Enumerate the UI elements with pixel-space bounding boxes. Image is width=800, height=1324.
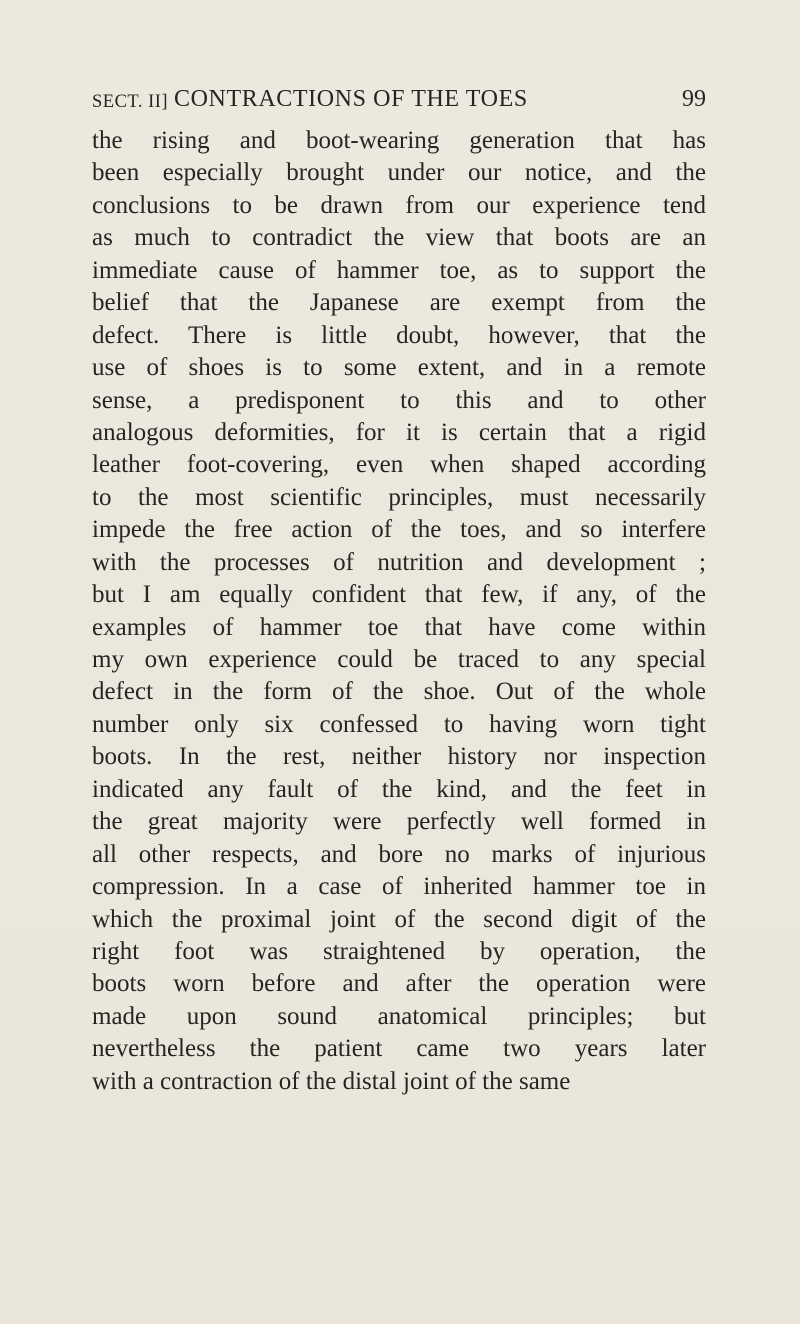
text-line: to the most scientific principles, must necessarily xyxy=(92,483,706,511)
text-line: analogous deformities, for it is certain that a rigid xyxy=(92,418,706,446)
text-line: made upon sound anatomical principles; but xyxy=(92,1002,706,1030)
text-line: been especially brought under our notice, and the xyxy=(92,159,706,187)
text-line: with a contraction of the distal joint of the same xyxy=(92,1067,571,1095)
text-line: as much to contradict the view that boots are an xyxy=(92,224,706,252)
text-line: with the processes of nutrition and development ; xyxy=(92,548,706,576)
text-line: the great majority were perfectly well formed in xyxy=(92,808,706,836)
chapter-title: CONTRACTIONS OF THE TOES xyxy=(174,86,528,112)
text-line: defect in the form of the shoe. Out of the whole xyxy=(92,678,706,706)
text-line: compression. In a case of inherited hammer toe in xyxy=(92,873,706,901)
text-line: defect. There is little doubt, however, that the xyxy=(92,321,706,349)
text-line: my own experience could be traced to any special xyxy=(92,646,706,673)
running-head xyxy=(92,86,706,118)
text-line: boots worn before and after the operation were xyxy=(92,970,706,998)
page-number: 99 xyxy=(682,86,706,112)
text-line: use of shoes is to some extent, and in a remote xyxy=(92,354,706,382)
text-line: indicated any fault of the kind, and the feet in xyxy=(92,775,706,803)
section-label: SECT. II] xyxy=(92,92,169,112)
text-line: leather foot-covering, even when shaped according xyxy=(92,451,706,479)
text-line: belief that the Japanese are exempt from the xyxy=(92,289,706,317)
text-line: the rising and boot-wearing generation that has xyxy=(92,127,706,154)
text-line: which the proximal joint of the second digit of the xyxy=(92,905,706,933)
text-line: boots. In the rest, neither history nor inspection xyxy=(92,743,706,771)
text-line: number only six confessed to having worn tight xyxy=(92,710,706,738)
text-line: all other respects, and bore no marks of injurious xyxy=(92,840,706,868)
text-line: conclusions to be drawn from our experience tend xyxy=(92,191,706,219)
text-line: immediate cause of hammer toe, as to support the xyxy=(92,256,706,284)
text-line: sense, a predisponent to this and to other xyxy=(92,386,706,414)
body-text xyxy=(92,125,706,1098)
text-line: right foot was straightened by operation, the xyxy=(92,937,706,965)
text-line: examples of hammer toe that have come within xyxy=(92,613,706,641)
text-line: nevertheless the patient came two years later xyxy=(92,1035,706,1063)
text-line: but I am equally confident that few, if any, of the xyxy=(92,581,706,609)
text-line: impede the free action of the toes, and so interfere xyxy=(92,516,706,544)
